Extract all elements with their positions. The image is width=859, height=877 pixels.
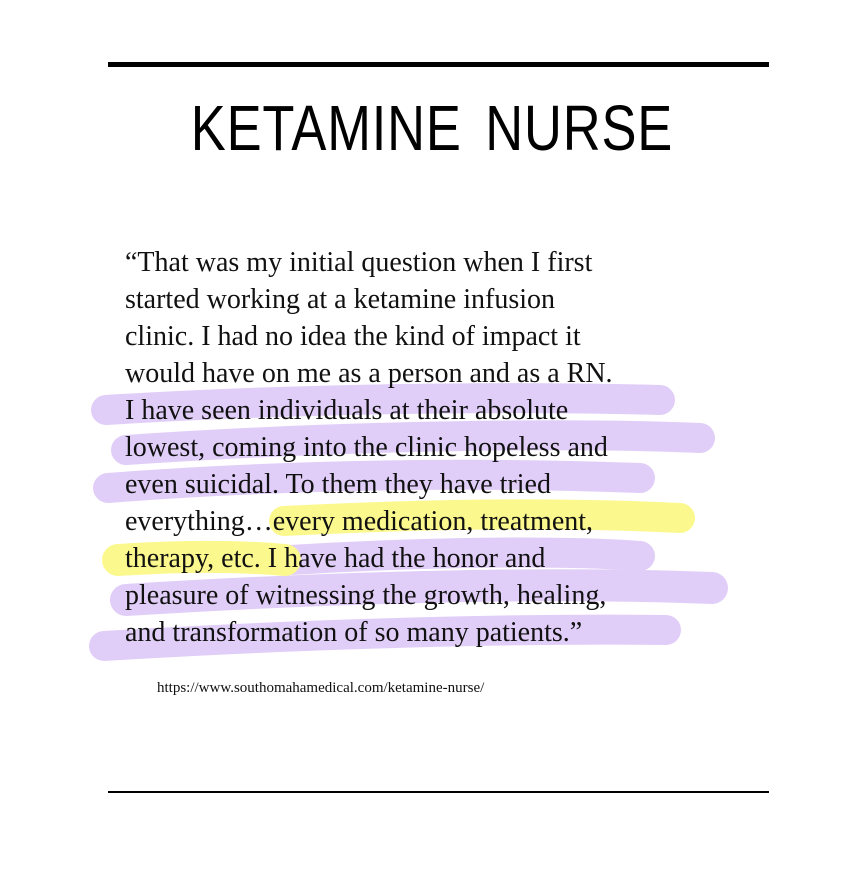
quote-line: clinic. I had no idea the kind of impact it (125, 321, 581, 352)
quote-line: started working at a ketamine infusion (125, 284, 555, 315)
page-title: KETAMINE NURSE (190, 92, 674, 164)
quote-line: even suicidal. To them they have tried (125, 469, 551, 500)
source-url: https://www.southomahamedical.com/ketamine-nurse/ (157, 680, 485, 696)
quote-line: “That was my initial question when I first (125, 247, 593, 278)
quote-line: everything…every medication, treatment, (125, 506, 594, 537)
quote-text (125, 244, 613, 651)
quote-line: I have seen individuals at their absolute (125, 395, 569, 426)
quote-line: and transformation of so many patients.” (125, 617, 583, 648)
quote-line: would have on me as a person and as a RN. (125, 358, 613, 389)
quote-line: pleasure of witnessing the growth, healing, (125, 580, 607, 611)
quote-line: therapy, etc. I have had the honor and (125, 543, 546, 574)
quote-line: lowest, coming into the clinic hopeless and (125, 432, 608, 463)
bottom-rule (108, 791, 769, 793)
